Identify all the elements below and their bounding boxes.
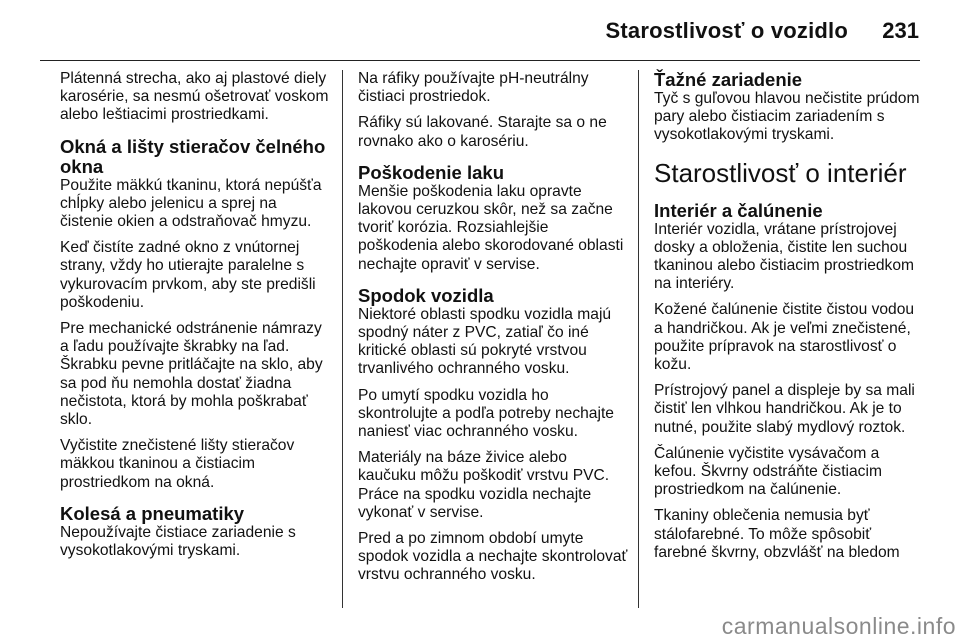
paragraph: Prístrojový panel a displeje by sa mali čistiť len vlhkou handričkou. Ak je to nutné, použite slabý mydlový roztok. xyxy=(654,382,915,436)
paragraph: Použite mäkkú tkaninu, ktorá nepúšťa chĺpky alebo jelenicu a sprej na čistenie okien a odstraňovač hmyzu. xyxy=(60,176,322,231)
section-heading-towbar: Ťažné zariadenie xyxy=(654,69,803,90)
paragraph: Interiér vozidla, vrátane prístrojovej dosky a obloženia, čistite len suchou tkaninou alebo čistiacim prostriedkom na interiéry. xyxy=(654,220,915,293)
section-heading-wheels: Kolesá a pneumatiky xyxy=(60,502,245,524)
header-divider xyxy=(40,60,920,61)
column-divider-1 xyxy=(342,70,343,608)
paragraph: Tyč s guľovou hlavou nečistite prúdom pary alebo čistiacim zariadením s vysokotlakovými tryskami. xyxy=(654,90,920,144)
page-title: Starostlivosť o vozidlo xyxy=(605,18,848,43)
section-heading-underbody: Spodok vozidla xyxy=(358,284,494,306)
paragraph: Po umytí spodku vozidla ho skontrolujte a podľa potreby nechajte naniesť viac ochranného vosku. xyxy=(358,386,614,441)
watermark-link[interactable]: carmanualsonline.info xyxy=(721,613,956,639)
chapter-heading-interior-care: Starostlivosť o interiér xyxy=(654,157,907,188)
column-3 xyxy=(654,70,924,570)
paragraph: Ráfiky sú lakované. Starajte sa o ne rovnako ako o karosériu. xyxy=(358,114,607,150)
column-1 xyxy=(60,70,330,568)
paragraph: Kožené čalúnenie čistite čistou vodou a handričkou. Ak je veľmi znečistené, použite prípravok na starostlivosť o kožu. xyxy=(654,301,915,374)
page-header xyxy=(0,0,960,62)
section-heading-interior-upholstery: Interiér a čalúnenie xyxy=(654,199,823,221)
section-heading-paint: Poškodenie laku xyxy=(358,161,504,183)
paragraph: Menšie poškodenia laku opravte lakovou ceruzkou skôr, než sa začne tvoriť korózia. Rozsiahlejšie poškodenia alebo skorodované oblasti nechajte opraviť v servise. xyxy=(358,182,624,273)
column-divider-2 xyxy=(638,70,639,608)
paragraph: Niektoré oblasti spodku vozidla majú spodný náter z PVC, zatiaľ čo iné kritické oblasti sú pokryté vrstvou trvanlivého ochranného vosku. xyxy=(358,305,612,378)
section-heading-windows: Okná a lišty stieračov čelného okna xyxy=(60,135,326,177)
column-2 xyxy=(358,70,628,593)
paragraph: Tkaniny oblečenia nemusia byť stálofarebné. To môže spôsobiť farebné škvrny, obzvlášť na bledom xyxy=(654,507,900,561)
paragraph: Pre mechanické odstránenie námrazy a ľadu používajte škrabky na ľad. Škrabku pevne pritláčajte na sklo, aby sa pod ňu nemohla dostať žiadna nečistota, ktorá by mohla poškrabať sklo. xyxy=(60,320,323,429)
paragraph: Vyčistite znečistené lišty stieračov mäkkou tkaninou a čistiacim prostriedkom na okná. xyxy=(60,437,295,491)
paragraph: Keď čistíte zadné okno z vnútornej strany, vždy ho utierajte paralelne s vykurovacím prvkom, aby ste predišli poškodeniu. xyxy=(60,239,316,311)
paragraph: Nepoužívajte čistiace zariadenie s vysokotlakovými tryskami. xyxy=(60,523,296,560)
paragraph: Materiály na báze živice alebo kaučuku môžu poškodiť vrstvu PVC. Práce na spodku vozidla nechajte vykonať v servise. xyxy=(358,449,610,521)
paragraph: Na ráfiky používajte pH-neutrálny čistiaci prostriedok. xyxy=(358,70,589,106)
paragraph: Čalúnenie vyčistite vysávačom a kefou. Škvrny odstráňte čistiacim prostriedkom na čalúnenie. xyxy=(654,444,882,499)
page-number: 231 xyxy=(882,18,919,43)
paragraph: Plátenná strecha, ako aj plastové diely karosérie, sa nesmú ošetrovať voskom alebo leštiacimi prostriedkami. xyxy=(60,70,329,124)
paragraph: Pred a po zimnom období umyte spodok vozidla a nechajte skontrolovať vrstvu ochranného vosku. xyxy=(358,530,628,584)
